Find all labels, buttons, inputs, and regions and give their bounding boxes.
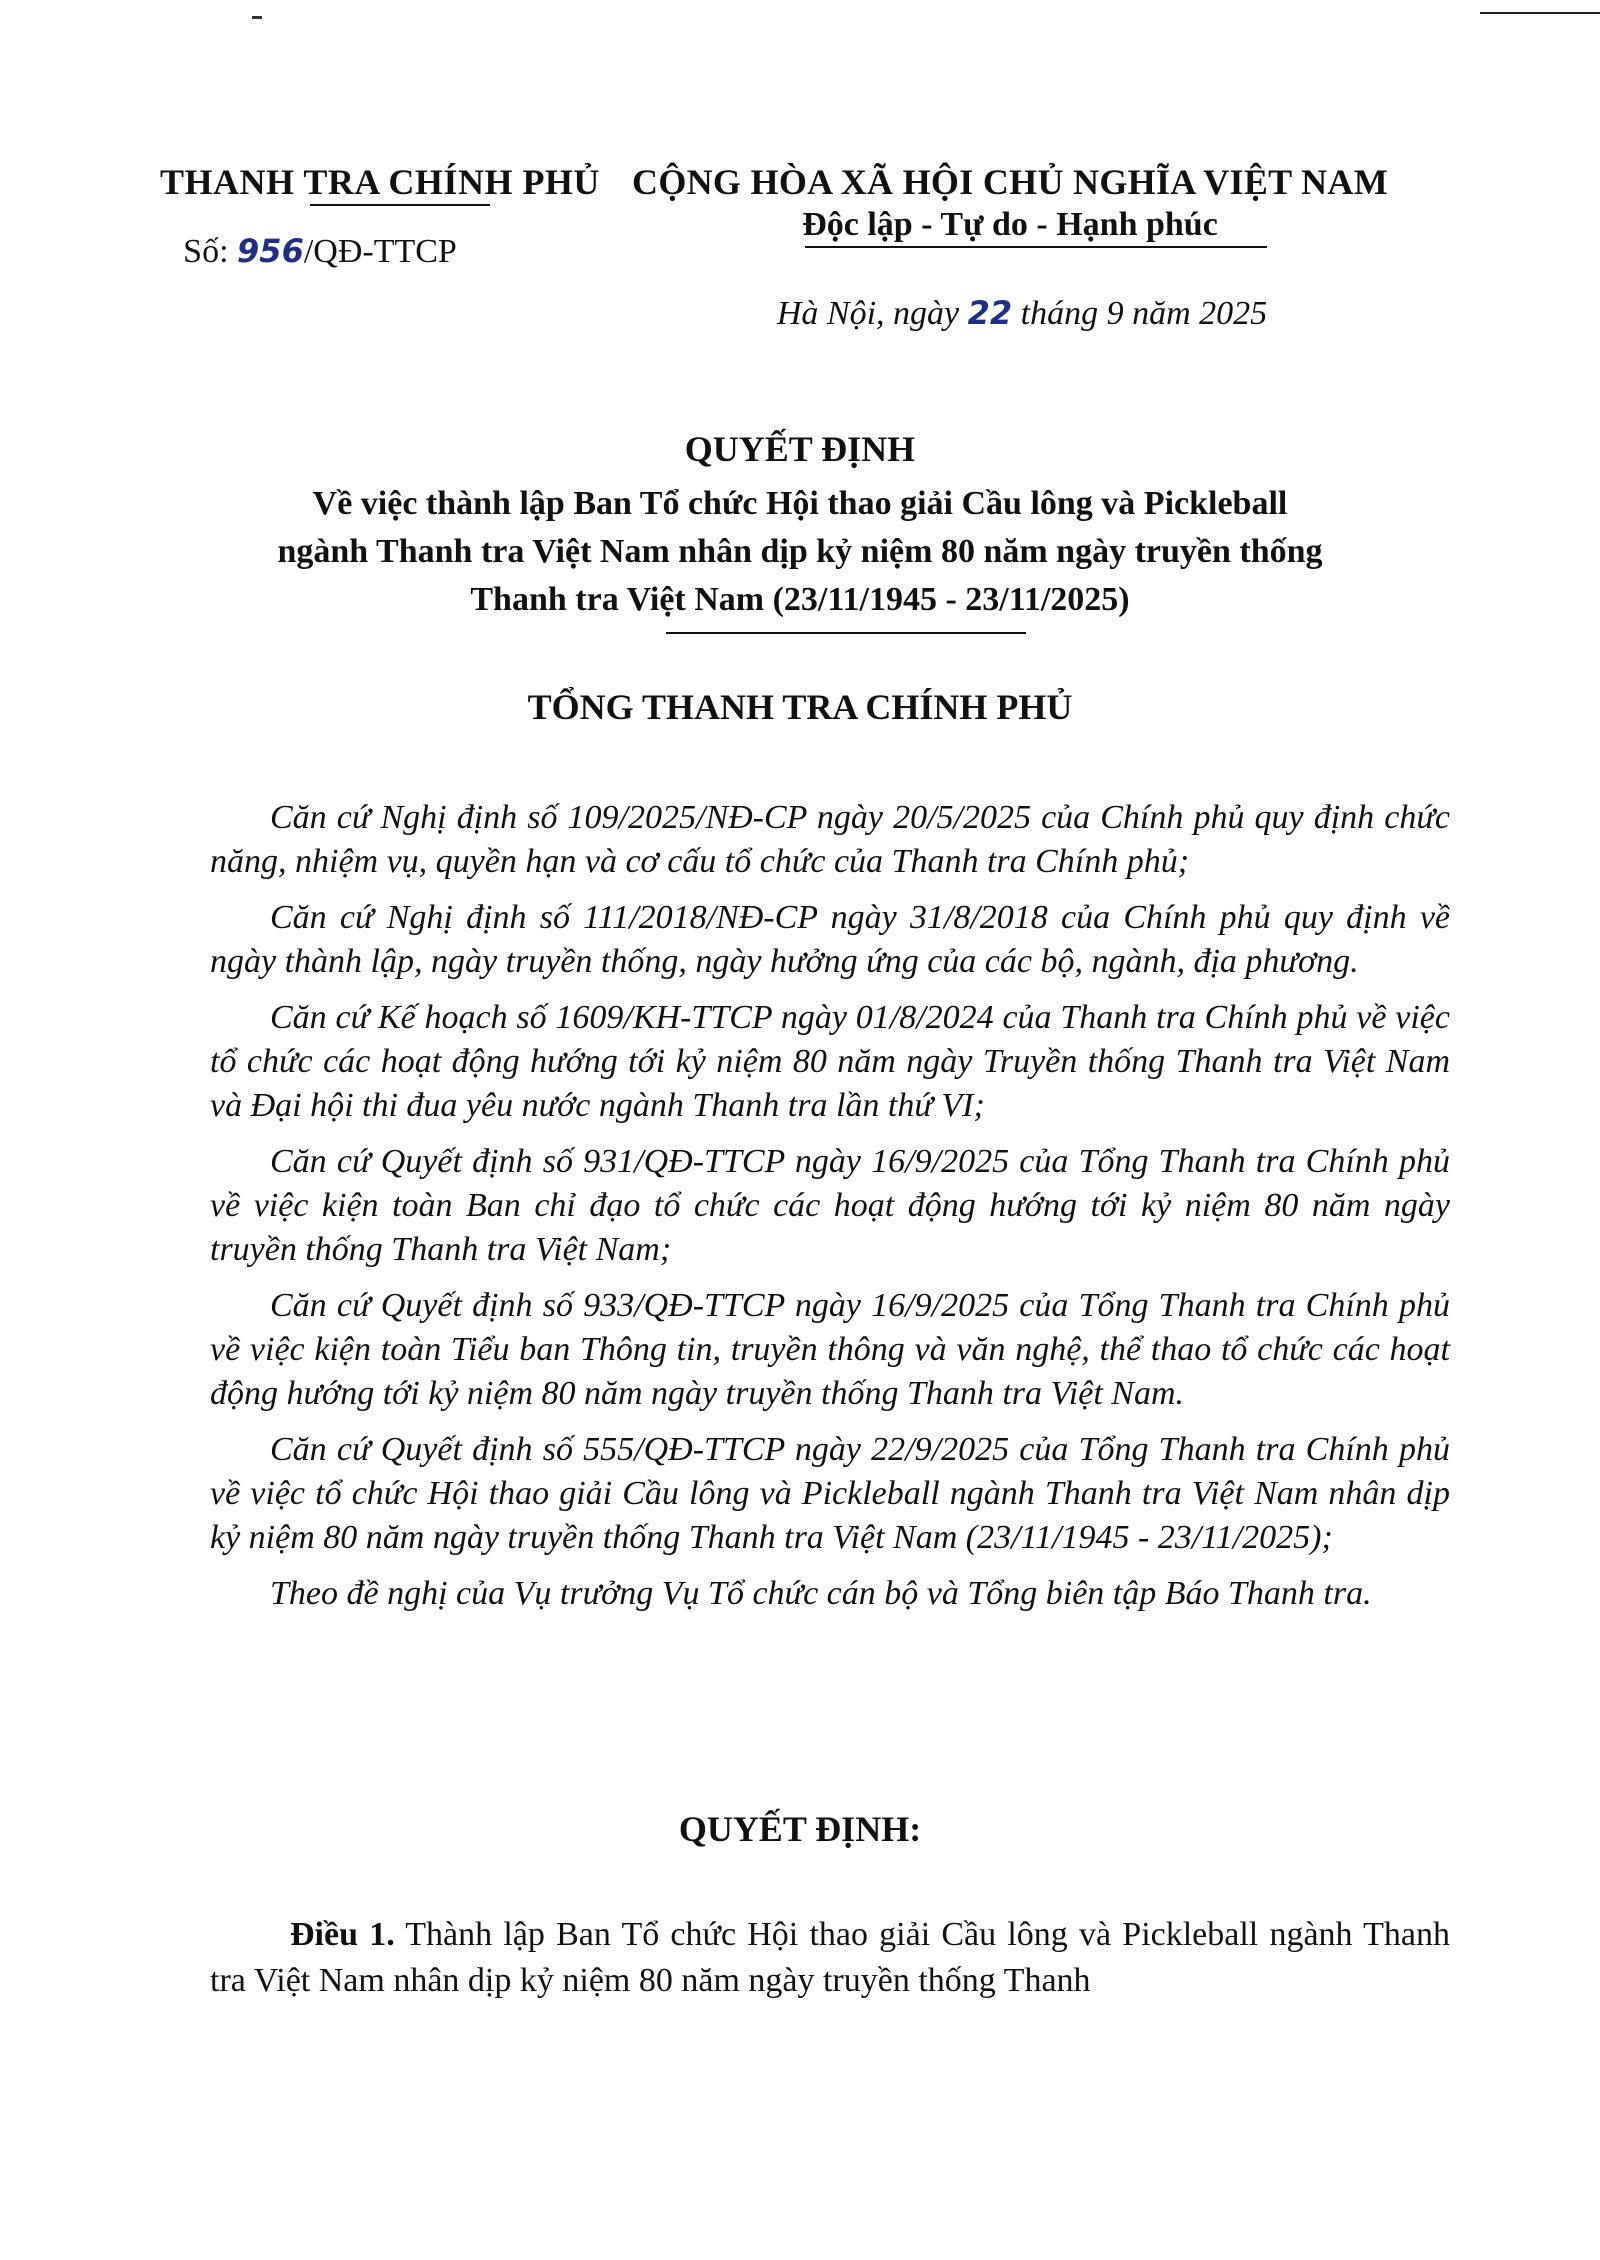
issuing-agency-name: THANH TRA CHÍNH PHỦ <box>160 162 600 202</box>
national-motto: Độc lập - Tự do - Hạnh phúc <box>802 206 1218 243</box>
decision-heading: QUYẾT ĐỊNH: <box>678 1809 922 1849</box>
legal-basis-item: Theo đề nghị của Vụ trưởng Vụ Tổ chức cán bộ và Tổng biên tập Báo Thanh tra. <box>270 1575 1372 1612</box>
legal-basis-item: Căn cứ Quyết định số 931/QĐ-TTCP ngày 16/9/2025 của Tổng Thanh tra Chính phủ về việc kiện toàn Ban chỉ đạo tổ chức các hoạt động hướng tới kỷ niệm 80 năm ngày truyền thống Thanh tra Việt Nam; <box>210 1143 1450 1268</box>
subject-line: ngành Thanh tra Việt Nam nhân dịp kỷ niệm 80 năm ngày truyền thống <box>277 533 1323 570</box>
place-and-date <box>630 292 1390 335</box>
legal-basis-item: Căn cứ Quyết định số 933/QĐ-TTCP ngày 16/9/2025 của Tổng Thanh tra Chính phủ về việc kiện toàn Tiểu ban Thông tin, truyền thông và văn nghệ, thể thao tổ chức các hoạt động hướng tới kỷ niệm 80 năm ngày truyền thống Thanh tra Việt Nam. <box>210 1287 1450 1412</box>
subject-line: Thanh tra Việt Nam (23/11/1945 - 23/11/2025) <box>470 581 1130 618</box>
scan-mark <box>252 16 262 19</box>
legal-basis-item: Căn cứ Nghị định số 109/2025/NĐ-CP ngày 20/5/2025 của Chính phủ quy định chức năng, nhiệm vụ, quyền hạn và cơ cấu tổ chức của Thanh tra Chính phủ; <box>210 799 1450 880</box>
legal-basis-item: Căn cứ Quyết định số 555/QĐ-TTCP ngày 22/9/2025 của Tổng Thanh tra Chính phủ về việc tổ chức Hội thao giải Cầu lông và Pickleball ngành Thanh tra Việt Nam nhân dịp kỷ niệm 80 năm ngày truyền thống Thanh tra Việt Nam (23/11/1945 - 23/11/2025); <box>210 1431 1450 1556</box>
document-number-suffix: /QĐ-TTCP <box>303 233 457 270</box>
country-name: CỘNG HÒA XÃ HỘI CHỦ NGHĨA VIỆT NAM <box>632 162 1388 202</box>
article-1-label: Điều 1. <box>290 1916 395 1953</box>
issuing-agency-block <box>120 160 640 273</box>
legal-basis-item: Căn cứ Nghị định số 111/2018/NĐ-CP ngày 31/8/2018 của Chính phủ quy định về ngày thành lập, ngày truyền thống, ngày hưởng ứng của các bộ, ngành, địa phương. <box>210 899 1450 980</box>
article-1 <box>210 1912 1450 2004</box>
document-number <box>60 230 580 273</box>
document-subject <box>160 480 1440 624</box>
document-title: QUYẾT ĐỊNH <box>684 429 916 469</box>
legal-basis-list <box>210 796 1450 1628</box>
motto-underline <box>805 246 1267 248</box>
date-suffix: tháng 9 năm 2025 <box>1012 295 1268 332</box>
national-heading-block <box>630 160 1390 248</box>
agency-underline <box>310 204 490 206</box>
date-prefix: Hà Nội, ngày <box>776 295 968 332</box>
legal-basis-item: Căn cứ Kế hoạch số 1609/KH-TTCP ngày 01/8/2024 của Thanh tra Chính phủ về việc tổ chức các hoạt động hướng tới kỷ niệm 80 năm ngày Truyền thống Thanh tra Việt Nam và Đại hội thi đua yêu nước ngành Thanh tra lần thứ VI; <box>210 999 1450 1124</box>
issuing-authority: TỔNG THANH TRA CHÍNH PHỦ <box>527 687 1073 727</box>
document-title-block <box>160 426 1440 634</box>
document-number-prefix: Số: <box>183 233 238 270</box>
article-1-text: Thành lập Ban Tổ chức Hội thao giải Cầu lông và Pickleball ngành Thanh tra Việt Nam nhân dịp kỷ niệm 80 năm ngày truyền thống Thanh <box>210 1916 1450 1999</box>
handwritten-day: 22 <box>967 294 1013 332</box>
subject-line: Về việc thành lập Ban Tổ chức Hội thao giải Cầu lông và Pickleball <box>312 485 1288 522</box>
handwritten-document-number: 956 <box>237 232 304 270</box>
subject-underline <box>666 632 1026 634</box>
scan-edge-line <box>1480 12 1600 14</box>
